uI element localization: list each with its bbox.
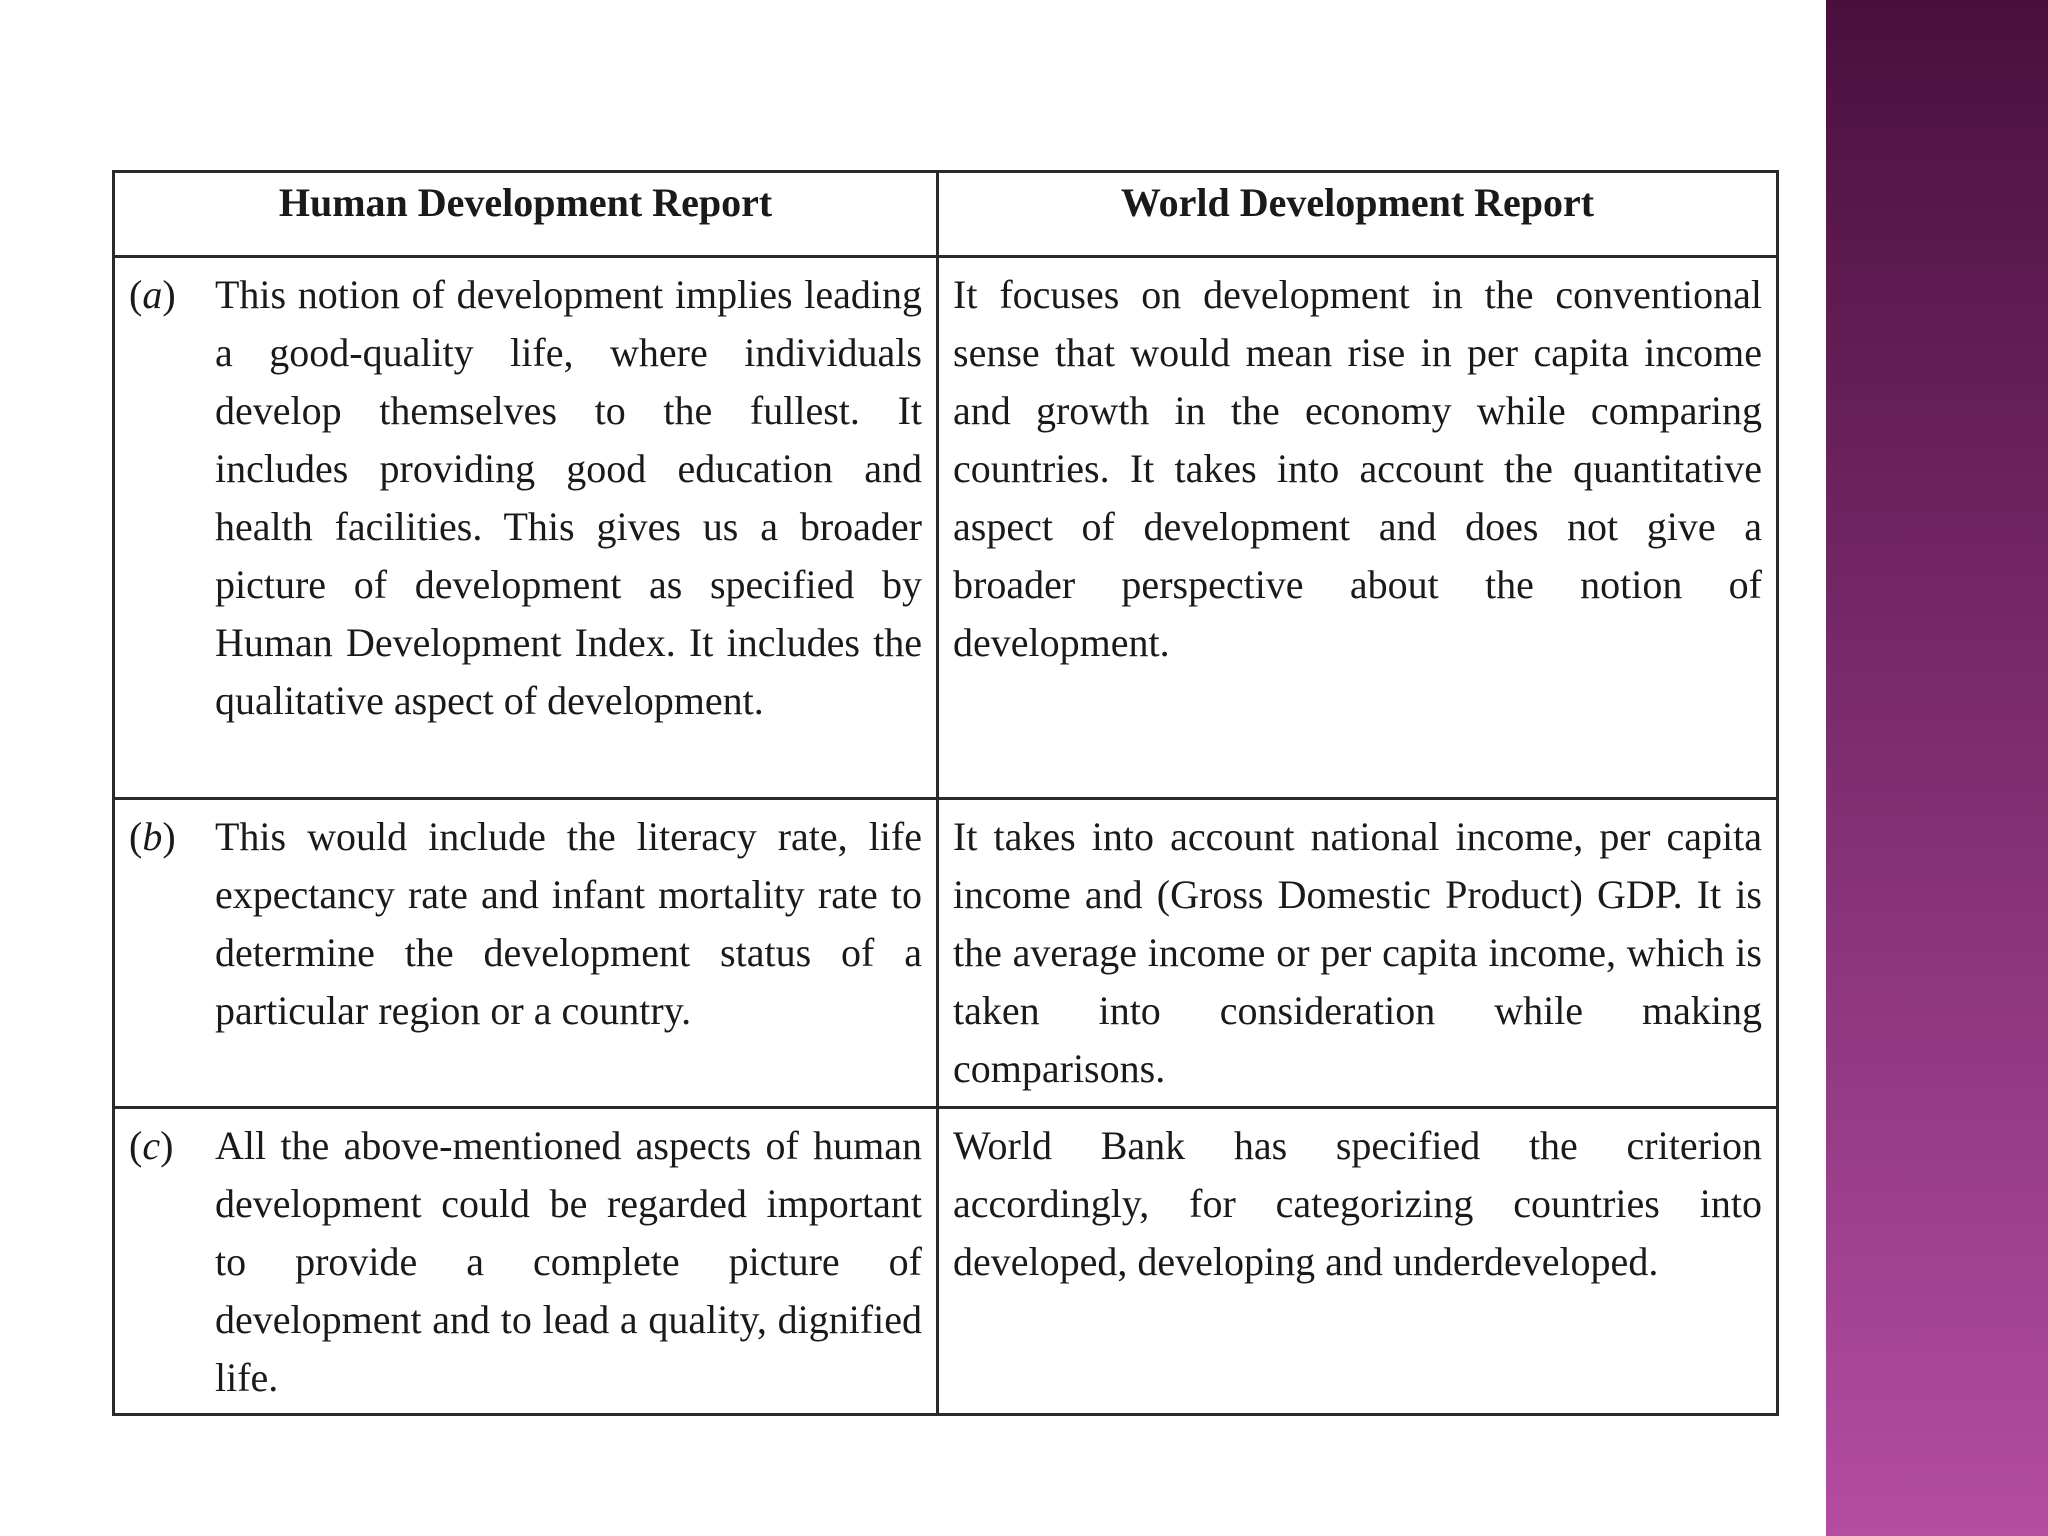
row-a-human-cell (114, 257, 938, 799)
decorative-side-band (1826, 0, 2048, 1536)
row-b-world-text: It takes into account national income, per capita income and (Gross Domestic Product) GDP. It is the average income or per capita income, which is taken into consideration while making comparisons. (953, 814, 1762, 1091)
row-c-world-text: World Bank has specified the criterion accordingly, for categorizing countries into developed, developing and underdeveloped. (953, 1123, 1762, 1284)
row-a-world-cell (938, 257, 1778, 799)
row-c-world-cell (938, 1108, 1778, 1415)
row-c-human-text: All the above-mentioned aspects of human development could be regarded important to provide a complete picture of development and to lead a quality, dignified life. (215, 1123, 922, 1400)
table-row (114, 799, 1778, 1108)
row-a-world-text: It focuses on development in the conventional sense that would mean rise in per capita income and growth in the economy while comparing countries. It takes into account the quantitative aspect of development and does not give a broader perspective about the notion of development. (953, 272, 1762, 665)
row-label-a: (a) (129, 272, 176, 317)
table-header-row (114, 172, 1778, 257)
row-b-world-cell (938, 799, 1778, 1108)
row-c-human-cell (114, 1108, 938, 1415)
row-label-b: (b) (129, 814, 176, 859)
row-a-human-text: This notion of development implies leading a good-quality life, where individuals develop themselves to the fullest. It includes providing good education and health facilities. This gives us a broader picture of development as specified by Human Development Index. It includes the qualitative aspect of development. (215, 272, 922, 723)
row-label-c: (c) (129, 1123, 174, 1168)
row-b-human-cell (114, 799, 938, 1108)
header-world-development-report: World Development Report (938, 172, 1778, 257)
table-row (114, 1108, 1778, 1415)
table-row (114, 257, 1778, 799)
row-b-human-text: This would include the literacy rate, life expectancy rate and infant mortality rate to determine the development status of a particular region or a country. (215, 814, 922, 1033)
header-human-development-report: Human Development Report (114, 172, 938, 257)
comparison-table (112, 170, 1779, 1416)
